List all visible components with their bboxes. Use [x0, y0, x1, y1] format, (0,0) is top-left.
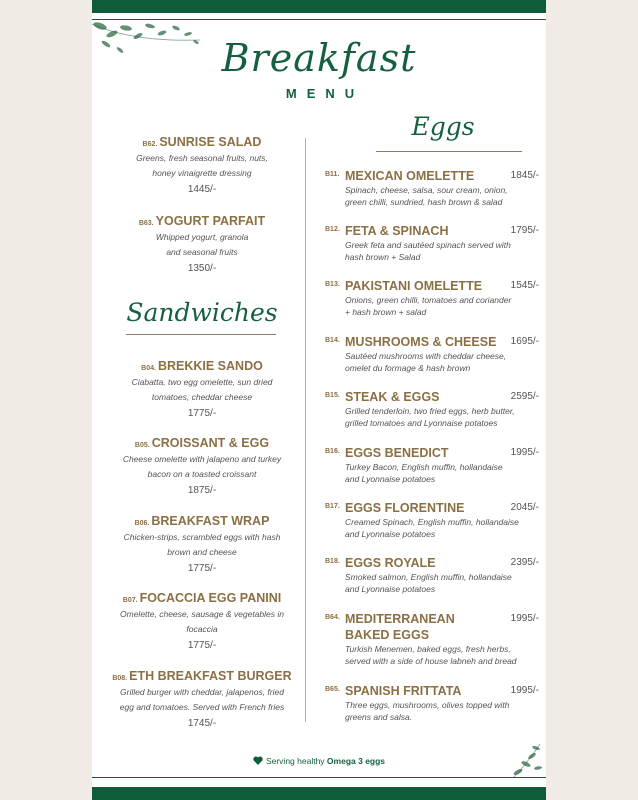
item-code: B13.	[325, 281, 340, 288]
item-price: 2395/-	[510, 557, 539, 568]
menu-item-eggs-florentine	[325, 500, 543, 540]
menu-item-mexican-omelette	[325, 168, 543, 208]
item-description: Greens, fresh seasonal fruits, nuts, honey vinaigrette dressing	[136, 153, 268, 178]
item-code: B11.	[325, 171, 340, 178]
item-description: Chicken-strips, scrambled eggs with hash brown and cheese	[123, 532, 281, 557]
menu-item-brekkie-sando	[112, 355, 292, 419]
menu-item-eggs-royale	[325, 555, 543, 595]
item-code: B16.	[325, 448, 340, 455]
item-name: EGGS BENEDICT	[345, 446, 449, 460]
bottom-rule	[92, 777, 546, 778]
section-title-eggs: Eggs	[411, 112, 475, 141]
item-code: B62.	[142, 141, 158, 148]
menu-item-croissant-egg	[112, 432, 292, 496]
item-description: Sautéed mushrooms with cheddar cheese, omelet du formage & hash brown	[345, 351, 507, 373]
menu-title: Breakfast	[221, 36, 417, 80]
menu-item-yogurt-parfait	[112, 210, 292, 274]
column-divider	[305, 138, 306, 722]
leaf-decoration-icon	[510, 742, 544, 778]
item-name: MEDITERRANEAN BAKED EGGS	[345, 612, 455, 642]
item-name: ETH BREAKFAST BURGER	[129, 669, 292, 683]
item-description: Turkey Bacon, English muffin, hollandaise and Lyonnaise potatoes	[345, 462, 503, 484]
item-price: 2045/-	[510, 502, 539, 513]
item-description: Ciabatta, two egg omelette, sun dried tomatoes, cheddar cheese	[131, 377, 273, 402]
item-price: 1995/-	[510, 447, 539, 458]
item-name: BREAKFAST WRAP	[151, 514, 270, 528]
item-code: B15.	[325, 392, 340, 399]
item-name: EGGS ROYALE	[345, 556, 436, 570]
item-name: STEAK & EGGS	[345, 390, 440, 404]
item-price: 1875/-	[187, 485, 217, 496]
section-rule	[376, 151, 522, 152]
item-name: PAKISTANI OMELETTE	[345, 279, 483, 293]
item-name: SPANISH FRITTATA	[345, 684, 462, 698]
item-name: FETA & SPINACH	[345, 224, 449, 238]
section-rule	[126, 334, 276, 335]
item-name: MUSHROOMS & CHEESE	[345, 335, 497, 349]
menu-subtitle: MENU	[285, 86, 365, 101]
item-name: YOGURT PARFAIT	[155, 214, 266, 228]
item-code: B12.	[325, 226, 340, 233]
item-description: Omelette, cheese, sausage & vegetables in focaccia	[120, 609, 284, 634]
menu-item-eggs-benedict	[325, 445, 543, 485]
item-name: BREKKIE SANDO	[157, 359, 263, 373]
item-price: 1995/-	[510, 685, 539, 696]
item-code: B17.	[325, 503, 340, 510]
menu-item-sunrise-salad	[112, 131, 292, 195]
item-price: 2595/-	[510, 391, 539, 402]
item-description: Whipped yogurt, granola and seasonal fruits	[155, 232, 249, 257]
bottom-band	[92, 787, 546, 800]
item-price: 1745/-	[187, 718, 217, 729]
menu-item-feta-spinach	[325, 223, 543, 263]
item-description: Spinach, cheese, salsa, sour cream, onion, green chilli, sundried, hash brown & salad	[345, 185, 508, 207]
item-description: Creamed Spinach, English muffin, hollandaise and Lyonnaise potatoes	[345, 517, 519, 539]
footer-note	[92, 756, 546, 766]
item-price: 1445/-	[187, 184, 217, 195]
item-description: Smoked salmon, English muffin, hollandaise and Lyonnaise potatoes	[345, 572, 512, 594]
item-code: B08.	[112, 675, 128, 682]
item-description: Cheese omelette with jalapeno and turkey bacon on a toasted croissant	[122, 454, 282, 479]
item-code: B07.	[122, 597, 138, 604]
item-description: Grilled tenderloin, two fried eggs, herb butter, grilled tomatoes and Lyonnaise potatoes	[345, 406, 515, 428]
item-name: SUNRISE SALAD	[159, 135, 262, 149]
menu-item-breakfast-wrap	[112, 510, 292, 574]
item-price: 1545/-	[510, 280, 539, 291]
menu-item-mushrooms-cheese	[325, 334, 543, 374]
item-code: B18.	[325, 558, 340, 565]
menu-item-steak-eggs	[325, 389, 543, 429]
item-code: B06.	[134, 520, 150, 527]
item-price: 1845/-	[510, 170, 539, 181]
menu-item-pakistani-omelette	[325, 278, 543, 318]
item-description: Turkish Menemen, baked eggs, fresh herbs, served with a side of house labneh and bread	[345, 644, 517, 666]
item-code: B63.	[138, 220, 154, 227]
item-description: Grilled burger with cheddar, jalapenos, fried egg and tomatoes. Served with French fries	[119, 687, 285, 712]
item-price: 1775/-	[187, 640, 217, 651]
heart-icon	[253, 756, 263, 765]
item-description: Three eggs, mushrooms, olives topped with greens and salsa.	[345, 700, 510, 722]
item-price: 1350/-	[187, 263, 217, 274]
item-name: MEXICAN OMELETTE	[345, 169, 475, 183]
item-code: B64.	[325, 614, 340, 621]
section-title-sandwiches: Sandwiches	[126, 298, 278, 327]
item-description: Onions, green chilli, tomatoes and coriander + hash brown + salad	[345, 295, 512, 317]
item-name: CROISSANT & EGG	[151, 436, 270, 450]
footer-text: Serving healthy	[265, 756, 325, 766]
menu-item-focaccia-egg-panini	[112, 587, 292, 651]
menu-item-spanish-frittata	[325, 683, 543, 723]
item-price: 1775/-	[187, 408, 217, 419]
menu-item-mediterranean-baked-eggs	[325, 611, 543, 667]
item-name: FOCACCIA EGG PANINI	[139, 591, 282, 605]
menu-page	[92, 0, 546, 800]
item-code: B14.	[325, 337, 340, 344]
item-price: 1775/-	[187, 563, 217, 574]
top-band	[92, 0, 546, 13]
menu-item-eth-breakfast-burger	[112, 665, 292, 729]
item-price: 1795/-	[510, 225, 539, 236]
item-description: Greek feta and sautéed spinach served with hash brown + Salad	[345, 240, 511, 262]
item-code: B04.	[141, 365, 156, 372]
footer-highlight: Omega 3 eggs	[326, 756, 386, 766]
item-code: B65.	[325, 686, 340, 693]
item-name: EGGS FLORENTINE	[345, 501, 465, 515]
item-code: B05.	[134, 442, 150, 449]
item-price: 1695/-	[510, 336, 539, 347]
item-price: 1995/-	[510, 613, 539, 624]
